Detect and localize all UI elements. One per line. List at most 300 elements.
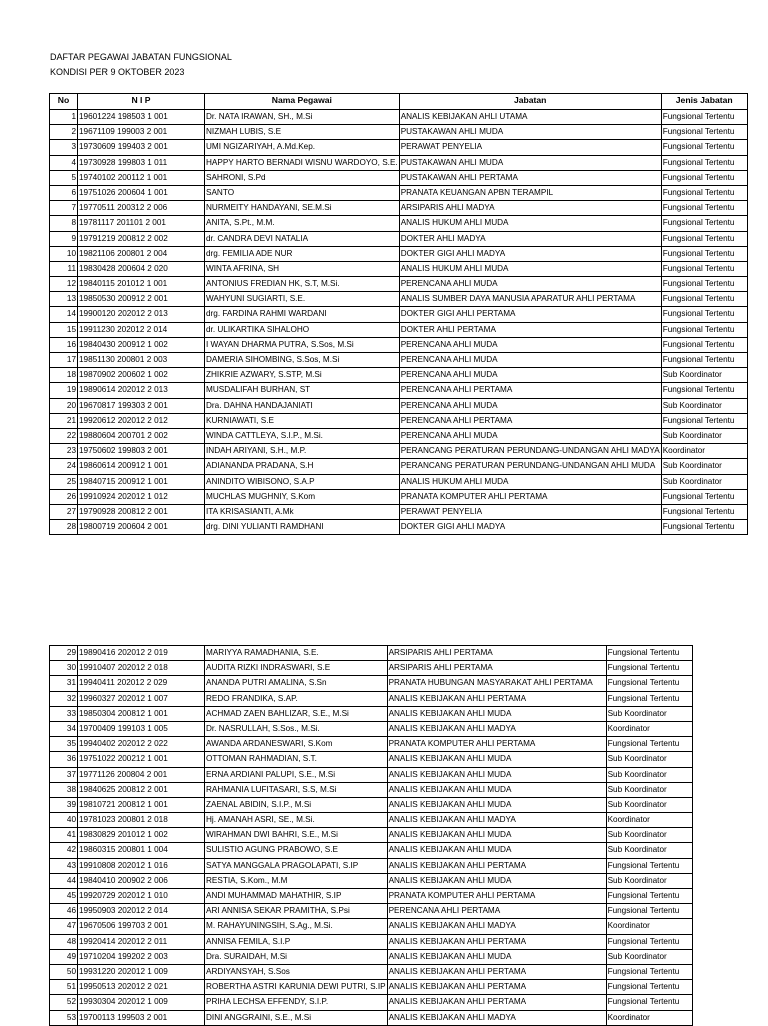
table-row bbox=[50, 474, 748, 489]
cell-jabatan: ANALIS KEBIJAKAN AHLI PERTAMA bbox=[387, 858, 606, 873]
cell-no: 42 bbox=[50, 843, 78, 858]
cell-jabatan: PERENCANA AHLI MUDA bbox=[399, 337, 661, 352]
cell-jenis-jabatan: Fungsional Tertentu bbox=[606, 995, 692, 1010]
cell-nip: 19671109 199003 2 001 bbox=[78, 125, 205, 140]
cell-nip: 19710204 199202 2 003 bbox=[78, 949, 205, 964]
cell-jenis-jabatan: Sub Koordinator bbox=[606, 706, 692, 721]
table-row bbox=[50, 646, 693, 661]
document-subtitle: KONDISI PER 9 OKTOBER 2023 bbox=[50, 67, 185, 77]
cell-nama: MUCHLAS MUGHNIY, S.Kom bbox=[205, 489, 400, 504]
cell-no: 37 bbox=[50, 767, 78, 782]
cell-no: 47 bbox=[50, 919, 78, 934]
cell-no: 29 bbox=[50, 646, 78, 661]
cell-jabatan: ANALIS HUKUM AHLI MUDA bbox=[399, 474, 661, 489]
cell-nip: 19940402 202012 2 022 bbox=[78, 737, 205, 752]
cell-no: 3 bbox=[50, 140, 78, 155]
cell-no: 50 bbox=[50, 964, 78, 979]
cell-no: 19 bbox=[50, 383, 78, 398]
cell-jabatan: PERENCANA AHLI MUDA bbox=[399, 428, 661, 443]
cell-nip: 19950903 202012 2 014 bbox=[78, 904, 205, 919]
cell-nip: 19900120 202012 2 013 bbox=[78, 307, 205, 322]
cell-nip: 19850530 200912 2 001 bbox=[78, 292, 205, 307]
cell-nip: 19601224 198503 1 001 bbox=[78, 110, 205, 125]
cell-nip: 19960327 202012 1 007 bbox=[78, 691, 205, 706]
table-row bbox=[50, 201, 748, 216]
cell-nip: 19940411 202012 2 029 bbox=[78, 676, 205, 691]
cell-nama: ANITA, S.Pt., M.M. bbox=[205, 216, 400, 231]
cell-nip: 19830428 200604 2 020 bbox=[78, 261, 205, 276]
cell-jenis-jabatan: Fungsional Tertentu bbox=[661, 110, 747, 125]
cell-jenis-jabatan: Koordinator bbox=[606, 721, 692, 736]
cell-nama: M. RAHAYUNINGSIH, S.Ag., M.Si. bbox=[205, 919, 388, 934]
cell-nama: ANTONIUS FREDIAN HK, S.T, M.Si. bbox=[205, 277, 400, 292]
cell-jenis-jabatan: Fungsional Tertentu bbox=[661, 155, 747, 170]
table-row bbox=[50, 828, 693, 843]
cell-nama: ERNA ARDIANI PALUPI, S.E., M.Si bbox=[205, 767, 388, 782]
cell-nip: 19730928 199803 1 011 bbox=[78, 155, 205, 170]
cell-jabatan: ANALIS KEBIJAKAN AHLI MUDA bbox=[387, 706, 606, 721]
cell-jenis-jabatan: Sub Koordinator bbox=[606, 949, 692, 964]
cell-nip: 19751022 200212 1 001 bbox=[78, 752, 205, 767]
cell-nip: 19750602 199803 2 001 bbox=[78, 444, 205, 459]
table-row bbox=[50, 934, 693, 949]
cell-nip: 19700113 199503 2 001 bbox=[78, 1010, 205, 1025]
cell-no: 24 bbox=[50, 459, 78, 474]
cell-nama: REDO FRANDIKA, S.AP. bbox=[205, 691, 388, 706]
cell-no: 40 bbox=[50, 813, 78, 828]
cell-jenis-jabatan: Fungsional Tertentu bbox=[661, 489, 747, 504]
cell-nama: DAMERIA SIHOMBING, S.Sos, M.Si bbox=[205, 353, 400, 368]
cell-nip: 19910407 202012 2 018 bbox=[78, 661, 205, 676]
cell-jenis-jabatan: Sub Koordinator bbox=[661, 368, 747, 383]
cell-jenis-jabatan: Koordinator bbox=[606, 813, 692, 828]
header-nip: N I P bbox=[78, 94, 205, 110]
cell-no: 21 bbox=[50, 413, 78, 428]
cell-no: 46 bbox=[50, 904, 78, 919]
cell-nip: 19860315 200801 1 004 bbox=[78, 843, 205, 858]
cell-nip: 19830829 201012 1 002 bbox=[78, 828, 205, 843]
table-row bbox=[50, 504, 748, 519]
cell-jenis-jabatan: Sub Koordinator bbox=[606, 797, 692, 812]
cell-jabatan: PERENCANA AHLI MUDA bbox=[399, 277, 661, 292]
cell-jenis-jabatan: Fungsional Tertentu bbox=[661, 170, 747, 185]
cell-nama: SANTO bbox=[205, 185, 400, 200]
table-row bbox=[50, 995, 693, 1010]
cell-jabatan: PERANCANG PERATURAN PERUNDANG-UNDANGAN AHLI MADYA bbox=[399, 444, 661, 459]
table-row bbox=[50, 767, 693, 782]
table-row bbox=[50, 843, 693, 858]
cell-no: 43 bbox=[50, 858, 78, 873]
cell-jenis-jabatan: Fungsional Tertentu bbox=[661, 261, 747, 276]
cell-nip: 19771126 200804 2 001 bbox=[78, 767, 205, 782]
cell-jenis-jabatan: Sub Koordinator bbox=[606, 843, 692, 858]
table-row bbox=[50, 1010, 693, 1025]
table-row bbox=[50, 489, 748, 504]
cell-nama: DINI ANGGRAINI, S.E., M.Si bbox=[205, 1010, 388, 1025]
cell-jenis-jabatan: Fungsional Tertentu bbox=[606, 858, 692, 873]
cell-nip: 19840625 200812 2 001 bbox=[78, 782, 205, 797]
cell-nama: ADIANANDA PRADANA, S.H bbox=[205, 459, 400, 474]
cell-nip: 19920414 202012 2 011 bbox=[78, 934, 205, 949]
cell-nama: ANDI MUHAMMAD MAHATHIR, S.IP bbox=[205, 889, 388, 904]
cell-no: 51 bbox=[50, 980, 78, 995]
table-row bbox=[50, 368, 748, 383]
table-row bbox=[50, 140, 748, 155]
cell-no: 8 bbox=[50, 216, 78, 231]
cell-nip: 19950513 202012 2 021 bbox=[78, 980, 205, 995]
cell-nip: 19700409 199103 1 005 bbox=[78, 721, 205, 736]
cell-nama: MARIYYA RAMADHANIA, S.E. bbox=[205, 646, 388, 661]
cell-jenis-jabatan: Koordinator bbox=[606, 919, 692, 934]
cell-nip: 19840715 200912 1 001 bbox=[78, 474, 205, 489]
cell-jabatan: ANALIS SUMBER DAYA MANUSIA APARATUR AHLI PERTAMA bbox=[399, 292, 661, 307]
cell-jenis-jabatan: Sub Koordinator bbox=[661, 474, 747, 489]
table-row bbox=[50, 125, 748, 140]
cell-jabatan: PERENCANA AHLI MUDA bbox=[399, 368, 661, 383]
cell-nip: 19840115 201012 1 001 bbox=[78, 277, 205, 292]
cell-jabatan: ANALIS KEBIJAKAN AHLI MUDA bbox=[387, 797, 606, 812]
cell-jenis-jabatan: Fungsional Tertentu bbox=[606, 964, 692, 979]
cell-no: 20 bbox=[50, 398, 78, 413]
cell-jenis-jabatan: Fungsional Tertentu bbox=[661, 201, 747, 216]
cell-nip: 19860614 200912 1 001 bbox=[78, 459, 205, 474]
cell-nip: 19870902 200602 1 002 bbox=[78, 368, 205, 383]
cell-nama: ARI ANNISA SEKAR PRAMITHA, S.Psi bbox=[205, 904, 388, 919]
cell-jabatan: PRANATA KOMPUTER AHLI PERTAMA bbox=[387, 889, 606, 904]
cell-no: 48 bbox=[50, 934, 78, 949]
cell-jabatan: DOKTER AHLI MADYA bbox=[399, 231, 661, 246]
cell-jenis-jabatan: Sub Koordinator bbox=[606, 752, 692, 767]
table-row bbox=[50, 428, 748, 443]
cell-jabatan: ANALIS HUKUM AHLI MUDA bbox=[399, 216, 661, 231]
cell-nama: ROBERTHA ASTRI KARUNIA DEWI PUTRI, S.IP bbox=[205, 980, 388, 995]
table-row bbox=[50, 246, 748, 261]
cell-jabatan: PRANATA KOMPUTER AHLI PERTAMA bbox=[399, 489, 661, 504]
cell-nama: Dr. NATA IRAWAN, SH., M.Si bbox=[205, 110, 400, 125]
cell-no: 38 bbox=[50, 782, 78, 797]
cell-no: 32 bbox=[50, 691, 78, 706]
table-row bbox=[50, 322, 748, 337]
cell-nama: NURMEITY HANDAYANI, SE.M.Si bbox=[205, 201, 400, 216]
cell-nama: Hj. AMANAH ASRI, SE., M.Si. bbox=[205, 813, 388, 828]
cell-no: 45 bbox=[50, 889, 78, 904]
cell-jabatan: DOKTER GIGI AHLI MADYA bbox=[399, 520, 661, 535]
cell-jabatan: PUSTAKAWAN AHLI PERTAMA bbox=[399, 170, 661, 185]
cell-jenis-jabatan: Fungsional Tertentu bbox=[606, 737, 692, 752]
cell-jabatan: ANALIS KEBIJAKAN AHLI MUDA bbox=[387, 873, 606, 888]
cell-nama: Dra. SURAIDAH, M.Si bbox=[205, 949, 388, 964]
cell-nip: 19781117 201101 2 001 bbox=[78, 216, 205, 231]
cell-jenis-jabatan: Fungsional Tertentu bbox=[661, 292, 747, 307]
cell-nama: ANANDA PUTRI AMALINA, S.Sn bbox=[205, 676, 388, 691]
table-row bbox=[50, 277, 748, 292]
cell-nip: 19821106 200801 2 004 bbox=[78, 246, 205, 261]
cell-jabatan: PERENCANA AHLI PERTAMA bbox=[399, 383, 661, 398]
cell-jabatan: PERAWAT PENYELIA bbox=[399, 140, 661, 155]
cell-jabatan: ANALIS KEBIJAKAN AHLI MUDA bbox=[387, 752, 606, 767]
cell-jabatan: DOKTER AHLI PERTAMA bbox=[399, 322, 661, 337]
table-row bbox=[50, 216, 748, 231]
cell-no: 1 bbox=[50, 110, 78, 125]
cell-jabatan: ANALIS KEBIJAKAN AHLI MUDA bbox=[387, 843, 606, 858]
cell-nama: I WAYAN DHARMA PUTRA, S.Sos, M.Si bbox=[205, 337, 400, 352]
cell-nip: 19920729 202012 1 010 bbox=[78, 889, 205, 904]
cell-nip: 19911230 202012 2 014 bbox=[78, 322, 205, 337]
cell-nama: ACHMAD ZAEN BAHLIZAR, S.E., M.Si bbox=[205, 706, 388, 721]
table-row bbox=[50, 292, 748, 307]
cell-no: 49 bbox=[50, 949, 78, 964]
cell-jenis-jabatan: Fungsional Tertentu bbox=[661, 185, 747, 200]
cell-nip: 19851130 200801 2 003 bbox=[78, 353, 205, 368]
cell-jabatan: ARSIPARIS AHLI MADYA bbox=[399, 201, 661, 216]
cell-jenis-jabatan: Sub Koordinator bbox=[661, 459, 747, 474]
cell-jabatan: PRANATA KEUANGAN APBN TERAMPIL bbox=[399, 185, 661, 200]
cell-nip: 19910924 202012 1 012 bbox=[78, 489, 205, 504]
table-row bbox=[50, 706, 693, 721]
cell-jabatan: ANALIS KEBIJAKAN AHLI UTAMA bbox=[399, 110, 661, 125]
table-row bbox=[50, 185, 748, 200]
cell-jabatan: ANALIS KEBIJAKAN AHLI MADYA bbox=[387, 1010, 606, 1025]
cell-nama: PRIHA LECHSA EFFENDY, S.I.P. bbox=[205, 995, 388, 1010]
cell-jabatan: DOKTER GIGI AHLI PERTAMA bbox=[399, 307, 661, 322]
cell-no: 31 bbox=[50, 676, 78, 691]
table-row bbox=[50, 307, 748, 322]
cell-jenis-jabatan: Fungsional Tertentu bbox=[606, 934, 692, 949]
cell-jenis-jabatan: Fungsional Tertentu bbox=[661, 337, 747, 352]
cell-nip: 19840430 200912 1 002 bbox=[78, 337, 205, 352]
cell-nama: RESTIA, S.Kom., M.M bbox=[205, 873, 388, 888]
cell-nama: NIZMAH LUBIS, S.E bbox=[205, 125, 400, 140]
cell-jenis-jabatan: Fungsional Tertentu bbox=[661, 307, 747, 322]
cell-jabatan: PERENCANA AHLI MUDA bbox=[399, 353, 661, 368]
cell-nama: KURNIAWATI, S.E bbox=[205, 413, 400, 428]
table-row bbox=[50, 964, 693, 979]
cell-no: 34 bbox=[50, 721, 78, 736]
cell-jabatan: ANALIS KEBIJAKAN AHLI MADYA bbox=[387, 919, 606, 934]
cell-jabatan: DOKTER GIGI AHLI MADYA bbox=[399, 246, 661, 261]
cell-no: 17 bbox=[50, 353, 78, 368]
cell-jabatan: PUSTAKAWAN AHLI MUDA bbox=[399, 125, 661, 140]
cell-jabatan: ARSIPARIS AHLI PERTAMA bbox=[387, 646, 606, 661]
cell-jabatan: ANALIS KEBIJAKAN AHLI MUDA bbox=[387, 767, 606, 782]
cell-nip: 19810721 200812 1 001 bbox=[78, 797, 205, 812]
cell-jenis-jabatan: Sub Koordinator bbox=[661, 398, 747, 413]
cell-jenis-jabatan: Sub Koordinator bbox=[606, 873, 692, 888]
cell-nip: 19920612 202012 2 012 bbox=[78, 413, 205, 428]
cell-nama: SAHRONI, S.Pd bbox=[205, 170, 400, 185]
document-title: DAFTAR PEGAWAI JABATAN FUNGSIONAL bbox=[50, 52, 232, 62]
table-row bbox=[50, 752, 693, 767]
cell-jabatan: PRANATA HUBUNGAN MASYARAKAT AHLI PERTAMA bbox=[387, 676, 606, 691]
cell-jabatan: PERENCANA AHLI PERTAMA bbox=[399, 413, 661, 428]
cell-no: 4 bbox=[50, 155, 78, 170]
table-row bbox=[50, 813, 693, 828]
table-row bbox=[50, 661, 693, 676]
cell-nama: drg. FEMILIA ADE NUR bbox=[205, 246, 400, 261]
cell-no: 44 bbox=[50, 873, 78, 888]
cell-jenis-jabatan: Fungsional Tertentu bbox=[606, 691, 692, 706]
cell-nip: 19751026 200604 1 001 bbox=[78, 185, 205, 200]
cell-jabatan: ANALIS KEBIJAKAN AHLI PERTAMA bbox=[387, 964, 606, 979]
cell-nama: MUSDALIFAH BURHAN, ST bbox=[205, 383, 400, 398]
cell-jenis-jabatan: Fungsional Tertentu bbox=[606, 980, 692, 995]
cell-no: 35 bbox=[50, 737, 78, 752]
cell-nama: RAHMANIA LUFITASARI, S.S, M.Si bbox=[205, 782, 388, 797]
employee-table-2 bbox=[49, 645, 693, 1026]
cell-jabatan: ANALIS KEBIJAKAN AHLI PERTAMA bbox=[387, 995, 606, 1010]
cell-no: 33 bbox=[50, 706, 78, 721]
cell-nama: Dr. NASRULLAH, S.Sos., M.Si. bbox=[205, 721, 388, 736]
table-row bbox=[50, 858, 693, 873]
cell-no: 53 bbox=[50, 1010, 78, 1025]
header-nama: Nama Pegawai bbox=[205, 94, 400, 110]
table-row bbox=[50, 980, 693, 995]
cell-jabatan: ANALIS KEBIJAKAN AHLI PERTAMA bbox=[387, 934, 606, 949]
cell-nama: SATYA MANGGALA PRAGOLAPATI, S.IP bbox=[205, 858, 388, 873]
cell-no: 16 bbox=[50, 337, 78, 352]
cell-no: 10 bbox=[50, 246, 78, 261]
cell-jabatan: ANALIS KEBIJAKAN AHLI MADYA bbox=[387, 813, 606, 828]
table-row bbox=[50, 398, 748, 413]
cell-nip: 19791219 200812 2 002 bbox=[78, 231, 205, 246]
cell-nama: AWANDA ARDANESWARI, S.Kom bbox=[205, 737, 388, 752]
cell-nama: SULISTIO AGUNG PRABOWO, S.E bbox=[205, 843, 388, 858]
cell-nip: 19910808 202012 1 016 bbox=[78, 858, 205, 873]
cell-nip: 19770511 200312 2 006 bbox=[78, 201, 205, 216]
cell-no: 26 bbox=[50, 489, 78, 504]
cell-jenis-jabatan: Fungsional Tertentu bbox=[661, 322, 747, 337]
cell-no: 7 bbox=[50, 201, 78, 216]
cell-nama: ANNISA FEMILA, S.I.P bbox=[205, 934, 388, 949]
cell-jabatan: PERENCANA AHLI MUDA bbox=[399, 398, 661, 413]
table-row bbox=[50, 459, 748, 474]
table-row bbox=[50, 919, 693, 934]
cell-no: 15 bbox=[50, 322, 78, 337]
cell-no: 41 bbox=[50, 828, 78, 843]
cell-jabatan: PERAWAT PENYELIA bbox=[399, 504, 661, 519]
cell-nip: 19890416 202012 2 019 bbox=[78, 646, 205, 661]
cell-nama: OTTOMAN RAHMADIAN, S.T. bbox=[205, 752, 388, 767]
employee-table-1 bbox=[49, 93, 748, 535]
cell-nama: AUDITA RIZKI INDRASWARI, S.E bbox=[205, 661, 388, 676]
cell-nama: ITA KRISASIANTI, A.Mk bbox=[205, 504, 400, 519]
cell-no: 52 bbox=[50, 995, 78, 1010]
cell-no: 39 bbox=[50, 797, 78, 812]
cell-jenis-jabatan: Fungsional Tertentu bbox=[661, 383, 747, 398]
cell-jenis-jabatan: Sub Koordinator bbox=[606, 767, 692, 782]
cell-nip: 19670506 199703 2 001 bbox=[78, 919, 205, 934]
cell-jenis-jabatan: Koordinator bbox=[661, 444, 747, 459]
cell-jabatan: ANALIS HUKUM AHLI MUDA bbox=[399, 261, 661, 276]
cell-nip: 19930304 202012 1 009 bbox=[78, 995, 205, 1010]
cell-jenis-jabatan: Fungsional Tertentu bbox=[661, 231, 747, 246]
cell-nama: WINDA CATTLEYA, S.I.P., M.Si. bbox=[205, 428, 400, 443]
cell-no: 27 bbox=[50, 504, 78, 519]
header-jabatan: Jabatan bbox=[399, 94, 661, 110]
cell-nip: 19740102 200112 1 001 bbox=[78, 170, 205, 185]
table-row bbox=[50, 444, 748, 459]
cell-nama: dr. CANDRA DEVI NATALIA bbox=[205, 231, 400, 246]
cell-nip: 19840410 200902 2 006 bbox=[78, 873, 205, 888]
cell-no: 36 bbox=[50, 752, 78, 767]
cell-jenis-jabatan: Fungsional Tertentu bbox=[661, 353, 747, 368]
cell-nama: Dra. DAHNA HANDAJANIATI bbox=[205, 398, 400, 413]
cell-jenis-jabatan: Fungsional Tertentu bbox=[661, 277, 747, 292]
cell-no: 18 bbox=[50, 368, 78, 383]
cell-jabatan: ARSIPARIS AHLI PERTAMA bbox=[387, 661, 606, 676]
cell-jenis-jabatan: Fungsional Tertentu bbox=[661, 125, 747, 140]
cell-jabatan: ANALIS KEBIJAKAN AHLI MUDA bbox=[387, 782, 606, 797]
table-row bbox=[50, 110, 748, 125]
cell-nama: drg. FARDINA RAHMI WARDANI bbox=[205, 307, 400, 322]
cell-nip: 19670817 199303 2 001 bbox=[78, 398, 205, 413]
cell-nama: ZHIKRIE AZWARY, S.STP, M.Si bbox=[205, 368, 400, 383]
cell-no: 12 bbox=[50, 277, 78, 292]
cell-nama: WIRAHMAN DWI BAHRI, S.E., M.Si bbox=[205, 828, 388, 843]
cell-jabatan: PRANATA KOMPUTER AHLI PERTAMA bbox=[387, 737, 606, 752]
table-row bbox=[50, 231, 748, 246]
cell-jenis-jabatan: Fungsional Tertentu bbox=[661, 504, 747, 519]
cell-nip: 19800719 200604 2 001 bbox=[78, 520, 205, 535]
cell-no: 30 bbox=[50, 661, 78, 676]
cell-no: 23 bbox=[50, 444, 78, 459]
cell-nama: WAHYUNI SUGIARTI, S.E. bbox=[205, 292, 400, 307]
cell-nama: UMI NGIZARIYAH, A.Md.Kep. bbox=[205, 140, 400, 155]
cell-jenis-jabatan: Fungsional Tertentu bbox=[661, 246, 747, 261]
cell-nama: INDAH ARIYANI, S.H., M.P. bbox=[205, 444, 400, 459]
cell-no: 6 bbox=[50, 185, 78, 200]
cell-no: 14 bbox=[50, 307, 78, 322]
cell-nama: ANINDITO WIBISONO, S.A.P bbox=[205, 474, 400, 489]
table-row bbox=[50, 904, 693, 919]
table-row bbox=[50, 797, 693, 812]
cell-nip: 19890614 202012 2 013 bbox=[78, 383, 205, 398]
table-header-row bbox=[50, 94, 748, 110]
table-row bbox=[50, 337, 748, 352]
cell-jenis-jabatan: Koordinator bbox=[606, 1010, 692, 1025]
cell-jenis-jabatan: Fungsional Tertentu bbox=[661, 413, 747, 428]
cell-nama: WINTA AFRINA, SH bbox=[205, 261, 400, 276]
cell-nip: 19790928 200812 2 001 bbox=[78, 504, 205, 519]
cell-nip: 19781023 200801 2 018 bbox=[78, 813, 205, 828]
table-row bbox=[50, 520, 748, 535]
cell-nama: ARDIYANSYAH, S.Sos bbox=[205, 964, 388, 979]
header-jenis-jabatan: Jenis Jabatan bbox=[661, 94, 747, 110]
cell-no: 5 bbox=[50, 170, 78, 185]
table-row bbox=[50, 170, 748, 185]
table-row bbox=[50, 949, 693, 964]
cell-jenis-jabatan: Fungsional Tertentu bbox=[661, 520, 747, 535]
cell-no: 2 bbox=[50, 125, 78, 140]
cell-nama: drg. DINI YULIANTI RAMDHANI bbox=[205, 520, 400, 535]
table-row bbox=[50, 155, 748, 170]
cell-no: 9 bbox=[50, 231, 78, 246]
cell-jabatan: PUSTAKAWAN AHLI MUDA bbox=[399, 155, 661, 170]
cell-jenis-jabatan: Fungsional Tertentu bbox=[661, 216, 747, 231]
table-row bbox=[50, 873, 693, 888]
cell-jenis-jabatan: Fungsional Tertentu bbox=[661, 140, 747, 155]
table-row bbox=[50, 383, 748, 398]
table-row bbox=[50, 889, 693, 904]
cell-no: 25 bbox=[50, 474, 78, 489]
cell-nip: 19730609 199403 2 001 bbox=[78, 140, 205, 155]
cell-jabatan: ANALIS KEBIJAKAN AHLI MUDA bbox=[387, 828, 606, 843]
cell-nip: 19850304 200812 1 001 bbox=[78, 706, 205, 721]
cell-nama: dr. ULIKARTIKA SIHALOHO bbox=[205, 322, 400, 337]
cell-jenis-jabatan: Fungsional Tertentu bbox=[606, 889, 692, 904]
cell-jenis-jabatan: Sub Koordinator bbox=[606, 782, 692, 797]
cell-nip: 19880604 200701 2 002 bbox=[78, 428, 205, 443]
